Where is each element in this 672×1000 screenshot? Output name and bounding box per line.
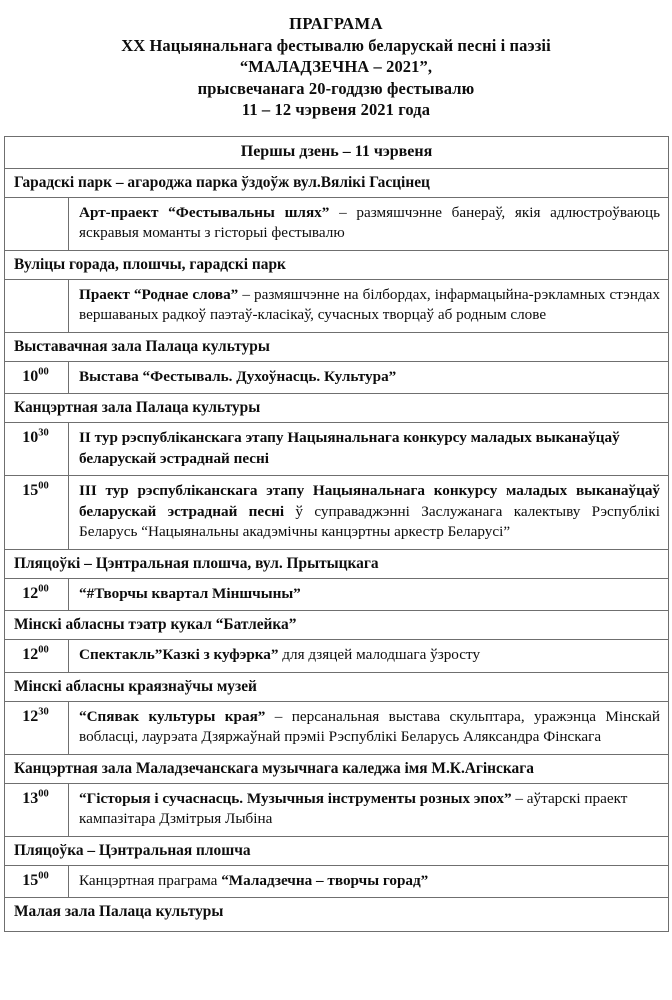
event-description (69, 476, 669, 550)
event-time (5, 476, 69, 550)
venue-label: Гарадскі парк – агароджа парка ўздоўж вул.Вялікі Гасцінец (5, 168, 669, 197)
event-description (69, 701, 669, 754)
event-detail: – персанальная выстава скульптара, уражэнца Мінскай вобласці, лаурэата Дзяржаўнай прэміі Рэспублікі Беларусь Аляксандра Фінскага (79, 707, 661, 745)
event-time-hours: 10 (22, 367, 39, 385)
event-description (69, 279, 669, 332)
event-time (5, 423, 69, 476)
event-description (69, 578, 669, 611)
event-time-hours: 12 (22, 584, 39, 602)
header-line-dedication: прысвечанага 20-годдзю фестывалю (197, 78, 475, 98)
event-row (5, 578, 669, 611)
event-title: Выстава “Фестываль. Духоўнасць. Культура” (79, 367, 397, 385)
event-time (5, 701, 69, 754)
event-detail: – размяшчэнне банераў, якія адлюстроўваюць яскравыя моманты з гісторыі фестывалю (79, 203, 661, 241)
header-line-festival-name: “МАЛАДЗЕЧНА – 2021”, (239, 57, 433, 76)
event-title: “#Творчы квартал Міншчыны” (79, 584, 301, 602)
venue-label: Пляцоўка – Цэнтральная плошча (5, 836, 669, 865)
venue-row (5, 250, 669, 279)
event-time-minutes: 00 (38, 583, 49, 595)
event-detail: ў суправаджэнні Заслужанага калектыву Рэспублікі Беларусь “Нацыянальны акадэмічны канцэртны аркестр Беларусі” (79, 502, 661, 540)
event-time-hours: 12 (22, 707, 39, 725)
event-time-minutes: 00 (38, 644, 49, 656)
event-title: III тур рэспубліканскага этапу Нацыянальнага конкурсу маладых выканаўцаў беларускай эстраднай песні (79, 482, 661, 520)
program-table (4, 136, 669, 933)
day-banner-row (5, 136, 669, 168)
venue-row (5, 611, 669, 640)
event-description (69, 423, 669, 476)
event-time-minutes: 30 (38, 427, 49, 439)
header-line-subtitle: XX Нацыянальнага фестывалю беларускай песні і паэзіі (121, 35, 551, 55)
event-row (5, 361, 669, 394)
event-time (5, 361, 69, 394)
event-description (69, 865, 669, 898)
event-title: Спектакль”Казкі з куфэрка” (79, 646, 279, 663)
event-time-minutes: 00 (38, 870, 49, 882)
venue-label: Канцэртная зала Палаца культуры (5, 394, 669, 423)
venue-row (5, 672, 669, 701)
venue-label: Мінскі абласны тэатр кукал “Батлейка” (5, 611, 669, 640)
event-title: Праект “Роднае слова” (79, 285, 239, 303)
header-line-title: ПРАГРАМА (289, 14, 383, 33)
document-header (0, 0, 672, 121)
event-detail: для дзяцей малодшага ўзросту (278, 646, 481, 663)
venue-row (5, 549, 669, 578)
venue-label: Выставачная зала Палаца культуры (5, 332, 669, 361)
event-description (69, 783, 669, 836)
venue-row (5, 332, 669, 361)
event-row (5, 197, 669, 250)
event-time (5, 197, 69, 250)
event-time-hours: 15 (22, 482, 39, 499)
event-title: “Гісторыя і сучаснасць. Музычныя інструменты розных эпох” (79, 789, 512, 807)
venue-label: Пляцоўкі – Цэнтральная плошча, вул. Прытыцкага (5, 549, 669, 578)
event-time-minutes: 30 (38, 706, 49, 718)
event-detail: – размяшчэнне на білбордах, інфармацыйна-рэкламных стэндах вершаваных радкоў паэтаў-класікаў, сучасных творцаў аб родным слове (79, 285, 661, 323)
venue-row (5, 754, 669, 783)
event-title: “Маладзечна – творчы горад” (221, 871, 429, 889)
event-row (5, 865, 669, 898)
event-time-hours: 15 (22, 871, 39, 889)
event-time (5, 578, 69, 611)
day-banner-label: Першы дзень – 11 чэрвеня (5, 136, 669, 168)
event-text-prefix: Канцэртная праграма (79, 871, 222, 889)
event-time-minutes: 00 (38, 480, 49, 492)
venue-row (5, 898, 669, 932)
event-row (5, 640, 669, 673)
header-line-dates: 11 – 12 чэрвеня 2021 года (241, 100, 431, 119)
venue-row (5, 394, 669, 423)
event-row (5, 279, 669, 332)
event-time-hours: 10 (22, 429, 39, 446)
venue-row (5, 168, 669, 197)
venue-row (5, 836, 669, 865)
event-description (69, 361, 669, 394)
event-time (5, 783, 69, 836)
event-time-hours: 12 (22, 646, 39, 663)
event-title: II тур рэспубліканскага этапу Нацыянальнага конкурсу маладых выканаўцаў беларускай эстраднай песні (79, 429, 620, 467)
event-title: Арт-праект “Фестывальны шлях” (79, 203, 330, 221)
event-time (5, 640, 69, 673)
event-row (5, 476, 669, 550)
venue-label: Малая зала Палаца культуры (5, 898, 669, 932)
event-time-minutes: 00 (38, 788, 49, 800)
event-row (5, 783, 669, 836)
event-description (69, 640, 669, 673)
event-time (5, 279, 69, 332)
venue-label: Вуліцы горада, плошчы, гарадскі парк (5, 250, 669, 279)
venue-label: Мінскі абласны краязнаўчы музей (5, 672, 669, 701)
event-row (5, 701, 669, 754)
event-time-minutes: 00 (38, 366, 49, 378)
event-row (5, 423, 669, 476)
event-time (5, 865, 69, 898)
event-detail: – аўтарскі праект кампазітара Дзмітрыя Лыбіна (79, 789, 628, 827)
event-title: “Спявак культуры края” (79, 707, 266, 725)
event-time-hours: 13 (22, 789, 39, 807)
event-description (69, 197, 669, 250)
venue-label: Канцэртная зала Маладзечанскага музычнага каледжа імя М.К.Агінскага (5, 754, 669, 783)
